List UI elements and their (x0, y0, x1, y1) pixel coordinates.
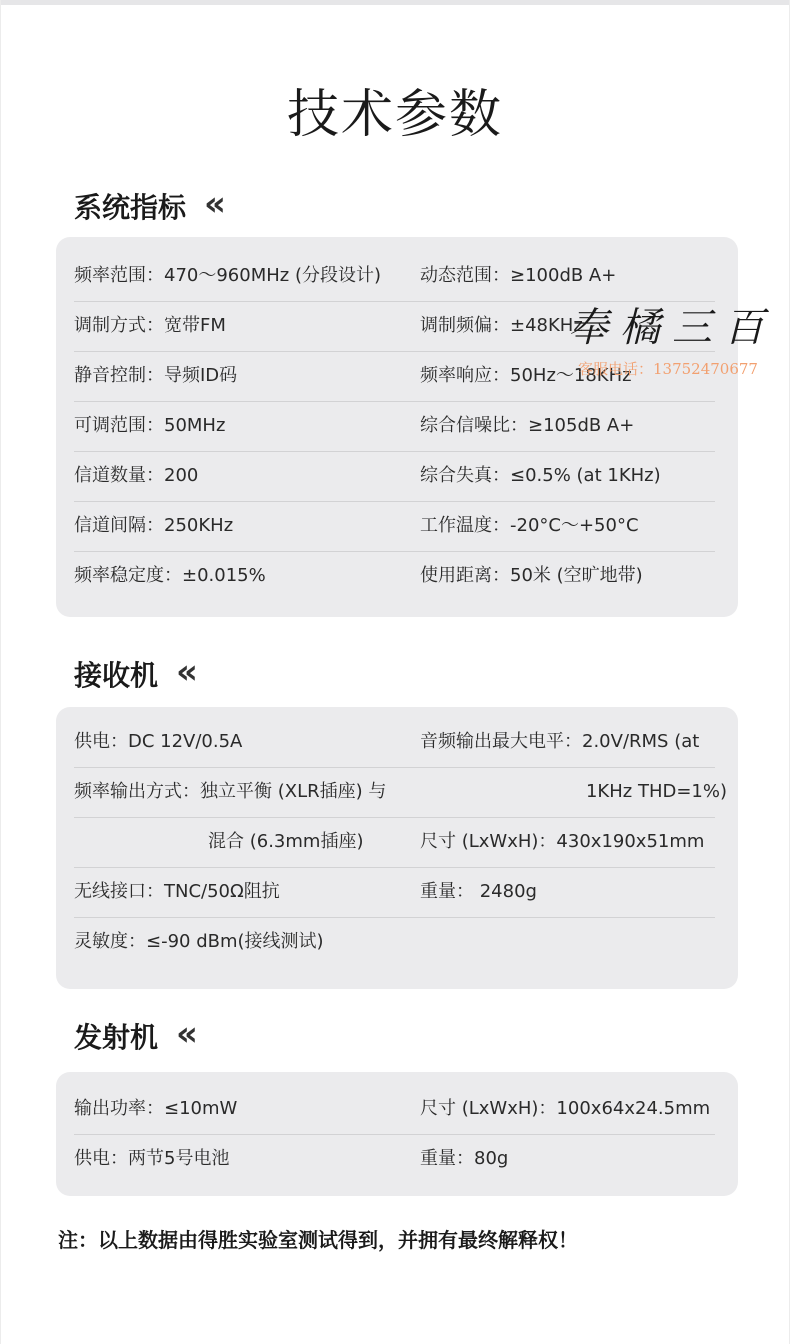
spec-right: 重量： 2480g (420, 881, 537, 902)
spec-left: 供电：两节5号电池 (74, 1148, 230, 1169)
system-specs-card (56, 237, 738, 617)
spec-left: 调制方式：宽带FM (74, 315, 226, 336)
spec-right: 调制频偏：±48KHz (420, 315, 583, 336)
double-chevron-left-icon: « (176, 1014, 198, 1054)
watermark-name: 奉橘三百 (568, 305, 776, 351)
spec-right: 综合失真：≤0.5% (at 1KHz) (420, 465, 661, 486)
spec-right: 音频输出最大电平：2.0V/RMS (at (420, 731, 700, 752)
spec-row (74, 551, 715, 601)
spec-left: 灵敏度：≤-90 dBm(接线测试) (74, 931, 324, 952)
spec-left: 静音控制：导频ID码 (74, 365, 238, 386)
spec-left: 频率稳定度：±0.015% (74, 565, 266, 586)
spec-right: 工作温度：-20°C～+50°C (420, 515, 639, 536)
watermark-phone: 客服电话：13752470677 (578, 360, 758, 378)
section-heading-system (74, 186, 226, 226)
top-border (0, 0, 790, 5)
spec-left: 信道数量：200 (74, 465, 199, 486)
spec-row (74, 1134, 715, 1184)
spec-left: 无线接口：TNC/50Ω阻抗 (74, 881, 280, 902)
spec-row (74, 1084, 715, 1135)
spec-row (74, 251, 715, 302)
page-title: 技术参数 (286, 85, 503, 145)
double-chevron-left-icon: « (204, 184, 226, 224)
section-heading-label: 发射机 (74, 1021, 159, 1054)
spec-right-continued: 1KHz THD=1%) (585, 781, 727, 802)
section-heading-transmitter (74, 1016, 198, 1056)
spec-row (74, 917, 715, 967)
spec-right: 尺寸 (LxWxH)：100x64x24.5mm (420, 1098, 711, 1119)
spec-right: 综合信噪比：≥105dB A+ (420, 415, 635, 436)
receiver-specs-card (56, 707, 738, 989)
spec-row (74, 717, 715, 768)
spec-right: 重量：80g (420, 1148, 509, 1169)
spec-right: 尺寸 (LxWxH)：430x190x51mm (420, 831, 705, 852)
spec-left: 频率输出方式：独立平衡 (XLR插座) 与 (74, 781, 387, 802)
spec-row (74, 401, 715, 452)
spec-row (74, 501, 715, 552)
shop-watermark (568, 296, 778, 386)
spec-left: 供电：DC 12V/0.5A (74, 731, 243, 752)
left-border (0, 0, 1, 1344)
spec-left: 信道间隔：250KHz (74, 515, 234, 536)
spec-row (74, 867, 715, 918)
spec-right: 动态范围：≥100dB A+ (420, 265, 617, 286)
spec-left: 输出功率：≤10mW (74, 1098, 238, 1119)
spec-left: 可调范围：50MHz (74, 415, 226, 436)
section-heading-label: 接收机 (74, 659, 159, 692)
transmitter-specs-card (56, 1072, 738, 1196)
spec-row (74, 767, 727, 818)
spec-right: 使用距离：50米 (空旷地带) (420, 565, 643, 586)
spec-row (74, 451, 715, 502)
spec-right: 频率响应：50Hz～18KHz (420, 365, 632, 386)
double-chevron-left-icon: « (176, 652, 198, 692)
spec-left-continued: 混合 (6.3mm插座) (208, 831, 364, 852)
section-heading-label: 系统指标 (74, 191, 187, 224)
spec-row (74, 817, 715, 868)
section-heading-receiver (74, 654, 198, 694)
spec-left: 频率范围：470～960MHz (分段设计) (74, 265, 381, 286)
disclaimer-note: 注：以上数据由得胜实验室测试得到，并拥有最终解释权！ (58, 1228, 578, 1252)
